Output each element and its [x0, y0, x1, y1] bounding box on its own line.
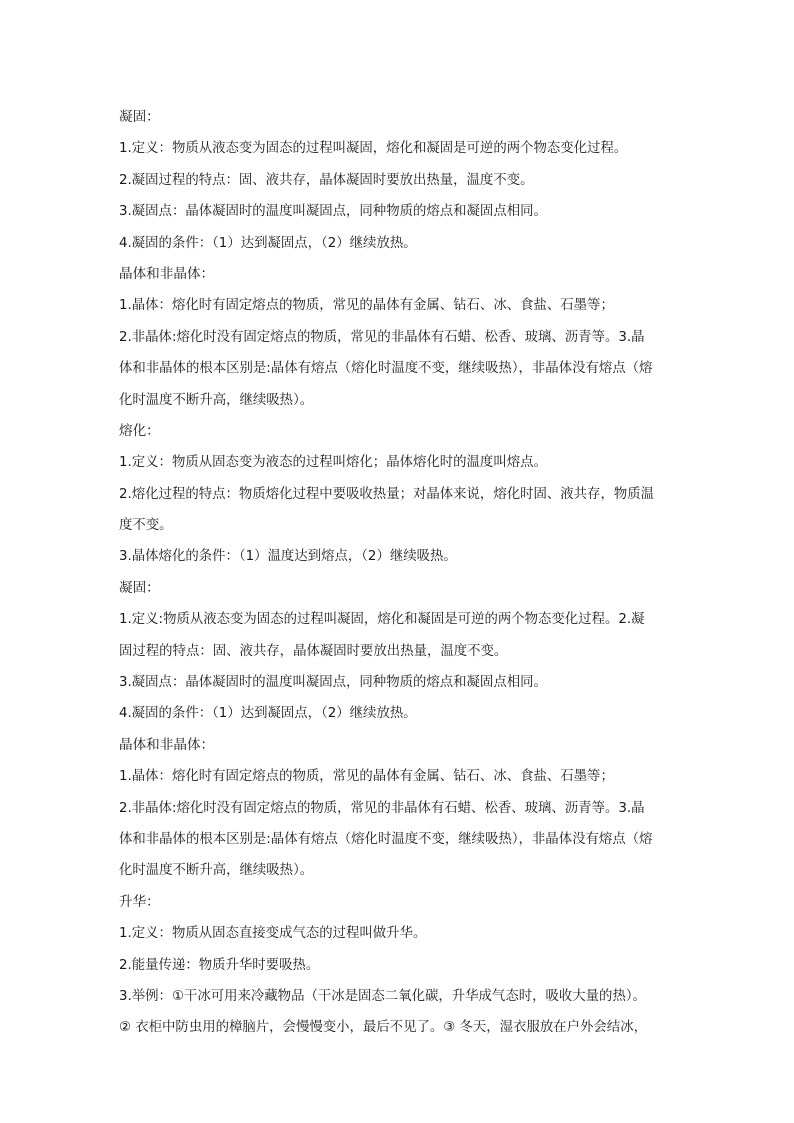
paragraph-line: 2.凝固过程的特点：固、液共存，晶体凝固时要放出热量，温度不变。: [119, 172, 534, 188]
paragraph-line: 1.定义：物质从固态直接变成气态的过程叫做升华。: [119, 926, 427, 942]
paragraph-line: 体和非晶体的根本区别是:晶体有熔点（熔化时温度不变，继续吸热），非晶体没有熔点（熔: [119, 361, 653, 377]
paragraph-line: 化时温度不断升高，继续吸热）。: [119, 863, 314, 879]
paragraph-line: 1.定义：物质从液态变为固态的过程叫凝固，熔化和凝固是可逆的两个物态变化过程。: [119, 141, 628, 157]
paragraph-line: 2.非晶体:熔化时没有固定熔点的物质，常见的非晶体有石蜡、松香、玻璃、沥青等。3.晶: [119, 329, 645, 345]
paragraph-line: 3.凝固点：晶体凝固时的温度叫凝固点，同种物质的熔点和凝固点相同。: [119, 204, 547, 220]
section-heading-solidification: 凝固：: [119, 109, 160, 125]
paragraph-line: ② 衣柜中防虫用的樟脑片，会慢慢变小，最后不见了。③ 冬天，湿衣服放在户外会结冰，: [119, 1020, 647, 1036]
section-heading-sublimation: 升华：: [119, 893, 160, 910]
paragraph-line: 2.熔化过程的特点：物质熔化过程中要吸收热量；对晶体来说，熔化时固、液共存，物质温: [119, 486, 655, 502]
paragraph-line: 固过程的特点：固、液共存，晶体凝固时要放出热量，温度不变。: [119, 643, 508, 659]
paragraph-line: 1.定义:物质从液态变为固态的过程叫凝固，熔化和凝固是可逆的两个物态变化过程。2.凝: [119, 612, 645, 628]
document-page: [119, 102, 679, 1044]
section-heading-crystal: 晶体和非晶体：: [119, 265, 215, 282]
paragraph-line: 4.凝固的条件：（1）达到凝固点，（2）继续放热。: [119, 706, 417, 722]
paragraph-line: 化时温度不断升高，继续吸热）。: [119, 392, 314, 408]
paragraph-line: 度不变。: [119, 518, 173, 534]
section-heading-melting: 熔化：: [119, 422, 160, 439]
paragraph-line: 2.能量传递：物质升华时要吸热。: [119, 957, 320, 973]
paragraph-line: 1.定义：物质从固态变为液态的过程叫熔化；晶体熔化时的温度叫熔点。: [119, 455, 547, 471]
paragraph-line: 3.晶体熔化的条件：（1）温度达到熔点，（2）继续吸热。: [119, 549, 457, 565]
section-heading-solidification-2: 凝固：: [119, 579, 160, 596]
paragraph-line: 4.凝固的条件：（1）达到凝固点，（2）继续放热。: [119, 235, 417, 251]
paragraph-line: 体和非晶体的根本区别是:晶体有熔点（熔化时温度不变，继续吸热），非晶体没有熔点（熔: [119, 831, 653, 847]
paragraph-line: 2.非晶体:熔化时没有固定熔点的物质，常见的非晶体有石蜡、松香、玻璃、沥青等。3.晶: [119, 800, 645, 816]
paragraph-line: 1.晶体：熔化时有固定熔点的物质，常见的晶体有金属、钻石、冰、食盐、石墨等；: [119, 769, 614, 785]
paragraph-line: 1.晶体：熔化时有固定熔点的物质，常见的晶体有金属、钻石、冰、食盐、石墨等；: [119, 298, 614, 314]
paragraph-line: 3.凝固点：晶体凝固时的温度叫凝固点，同种物质的熔点和凝固点相同。: [119, 675, 547, 691]
paragraph-line: 3.举例：①干冰可用来冷藏物品（干冰是固态二氧化碳，升华成气态时，吸收大量的热）。: [119, 988, 646, 1004]
section-heading-crystal-2: 晶体和非晶体：: [119, 736, 215, 753]
